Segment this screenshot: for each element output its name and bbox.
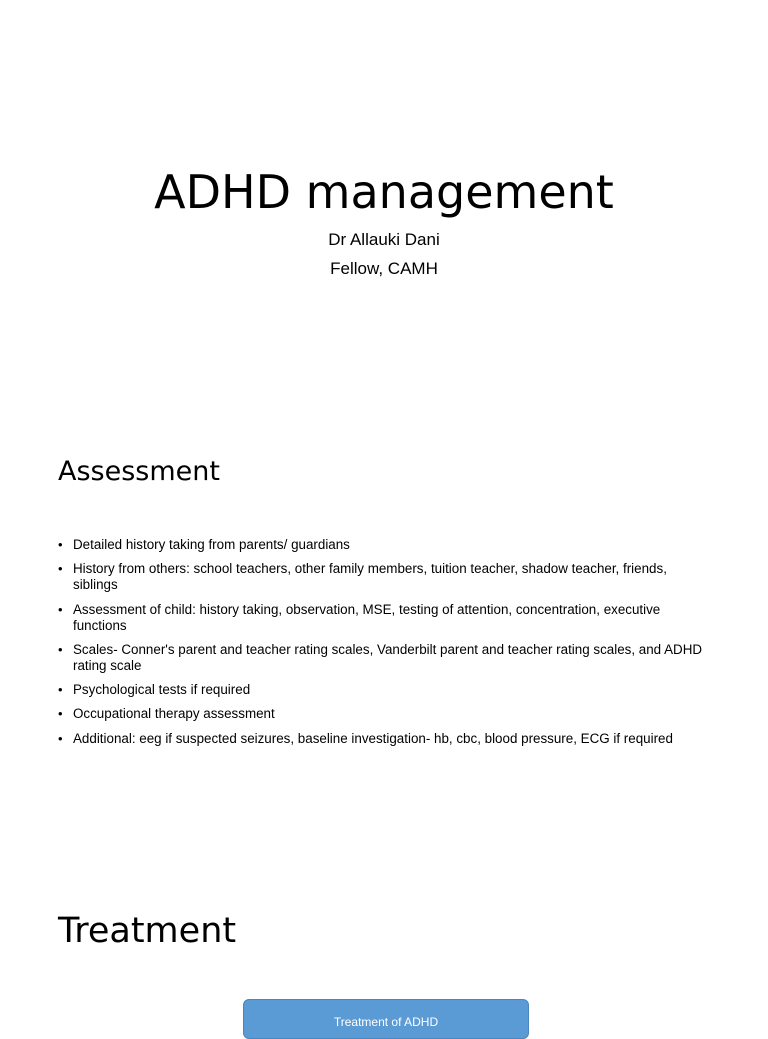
bullet-item (58, 642, 708, 674)
bullet-icon: • (58, 601, 63, 617)
presentation-title: ADHD management (154, 165, 614, 219)
bullet-item (58, 706, 708, 722)
treatment-slide (0, 880, 768, 1029)
bullet-text: Psychological tests if required (73, 682, 251, 698)
assessment-bullet-list (58, 537, 708, 755)
bullet-icon: • (58, 537, 63, 552)
bullet-text: History from others: school teachers, other family members, tuition teacher, shadow teacher, friends, siblings (73, 561, 667, 593)
bullet-item (58, 682, 708, 698)
bullet-text: Assessment of child: history taking, observation, MSE, testing of attention, concentration, executive functions (73, 601, 661, 633)
title-slide (0, 0, 768, 390)
bullet-icon: • (58, 730, 63, 746)
treatment-title: Treatment (58, 911, 237, 951)
bullet-text: Detailed history taking from parents/ guardians (73, 537, 350, 552)
assessment-title: Assessment (58, 456, 220, 487)
treatment-diagram-root-node: Treatment of ADHD (243, 999, 529, 1039)
bullet-text: Additional: eeg if suspected seizures, baseline investigation- hb, cbc, blood pressure, ECG if required (73, 730, 673, 746)
bullet-icon: • (58, 682, 63, 698)
bullet-item (58, 561, 708, 593)
bullet-item (58, 602, 708, 634)
bullet-text: Scales- Conner's parent and teacher rating scales, Vanderbilt parent and teacher rating scales, and ADHD rating scale (73, 641, 703, 673)
bullet-text: Occupational therapy assessment (73, 706, 275, 722)
bullet-icon: • (58, 706, 63, 722)
presenter-name: Dr Allauki Dani (328, 230, 440, 249)
assessment-slide (0, 400, 768, 820)
bullet-icon: • (58, 561, 63, 577)
bullet-item (58, 731, 708, 747)
presenter-affiliation: Fellow, CAMH (330, 259, 438, 278)
bullet-icon: • (58, 641, 63, 657)
bullet-item (58, 537, 708, 553)
